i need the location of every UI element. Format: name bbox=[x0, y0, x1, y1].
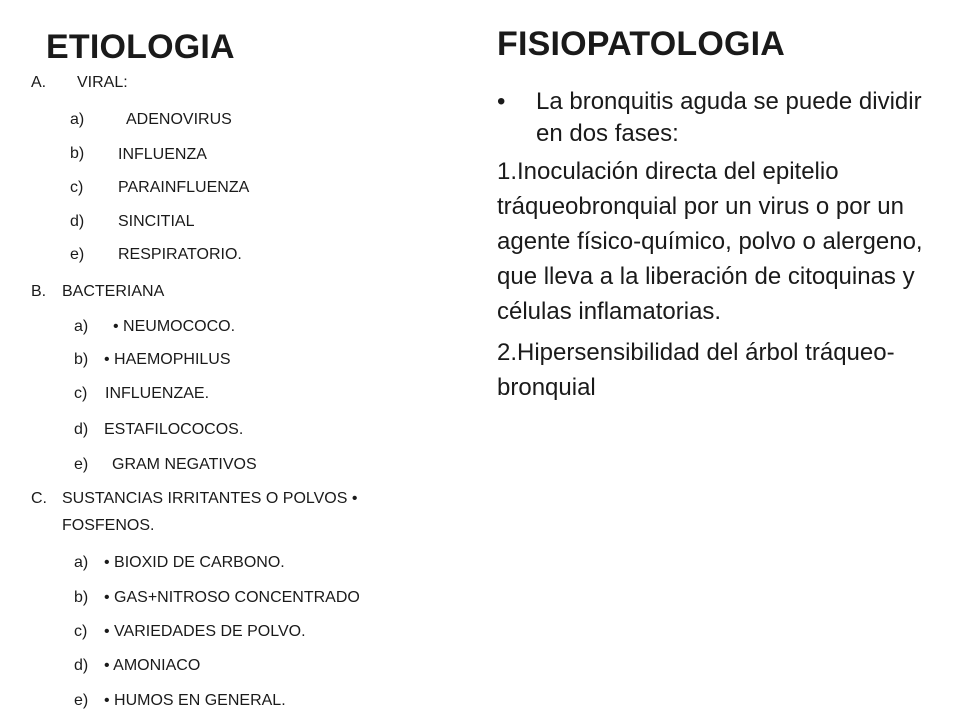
list-item-marker: d) bbox=[74, 657, 89, 674]
list-item: INFLUENZA bbox=[118, 146, 207, 163]
list-item-marker: a) bbox=[74, 318, 89, 335]
group-a-label: VIRAL: bbox=[77, 74, 128, 91]
list-item: • HAEMOPHILUS bbox=[104, 351, 231, 368]
group-c-label-line1: SUSTANCIAS IRRITANTES O POLVOS • bbox=[62, 490, 358, 507]
fisiopatologia-title: FISIOPATOLOGIA bbox=[497, 25, 786, 63]
list-item: • BIOXID DE CARBONO. bbox=[104, 554, 285, 571]
list-item-marker: b) bbox=[74, 351, 89, 368]
list-item-marker: c) bbox=[74, 623, 88, 640]
list-item: RESPIRATORIO. bbox=[118, 246, 242, 263]
phase-2-paragraph: 2.Hipersensibilidad del árbol tráqueo-bronquial bbox=[497, 339, 895, 401]
list-item-marker: a) bbox=[70, 111, 85, 128]
group-b-marker: B. bbox=[31, 283, 47, 300]
list-item-marker: d) bbox=[70, 213, 85, 230]
list-item: • GAS+NITROSO CONCENTRADO bbox=[104, 589, 360, 606]
list-item: • HUMOS EN GENERAL. bbox=[104, 692, 286, 709]
list-item-marker: d) bbox=[74, 421, 89, 438]
list-item-marker: e) bbox=[70, 246, 85, 263]
list-item-marker: e) bbox=[74, 692, 89, 709]
bullet-text: La bronquitis aguda se puede dividir en dos fases: bbox=[536, 88, 922, 147]
list-item: GRAM NEGATIVOS bbox=[112, 456, 257, 473]
list-item: SINCITIAL bbox=[118, 213, 195, 230]
group-c-label-line2: FOSFENOS. bbox=[62, 517, 155, 534]
fisiopatologia-body bbox=[497, 86, 927, 411]
list-item-marker: c) bbox=[74, 385, 88, 402]
list-item: ESTAFILOCOCOS. bbox=[104, 421, 244, 438]
list-item: • VARIEDADES DE POLVO. bbox=[104, 623, 306, 640]
bullet-item bbox=[497, 86, 927, 150]
list-item-marker: b) bbox=[70, 145, 85, 162]
group-c-marker: C. bbox=[31, 490, 47, 507]
list-item-marker: c) bbox=[70, 179, 84, 196]
list-item: ADENOVIRUS bbox=[126, 111, 232, 128]
list-item-marker: a) bbox=[74, 554, 89, 571]
list-item-marker: b) bbox=[74, 589, 89, 606]
list-item: • NEUMOCOCO. bbox=[113, 318, 236, 335]
list-item-marker: e) bbox=[74, 456, 89, 473]
group-b-label: BACTERIANA bbox=[62, 283, 165, 300]
phase-1-paragraph: 1.Inoculación directa del epitelio tráqueobronquial por un virus o por un agente físico-químico, polvo o alergeno, que lleva a la liberación de citoquinas y células inflamatorias. bbox=[497, 158, 923, 325]
list-item: • AMONIACO bbox=[104, 657, 201, 674]
bullet-icon: • bbox=[497, 88, 506, 115]
etiologia-title: ETIOLOGIA bbox=[46, 28, 235, 66]
list-item: PARAINFLUENZA bbox=[118, 179, 250, 196]
list-item: INFLUENZAE. bbox=[105, 385, 210, 402]
group-a-marker: A. bbox=[31, 74, 47, 91]
